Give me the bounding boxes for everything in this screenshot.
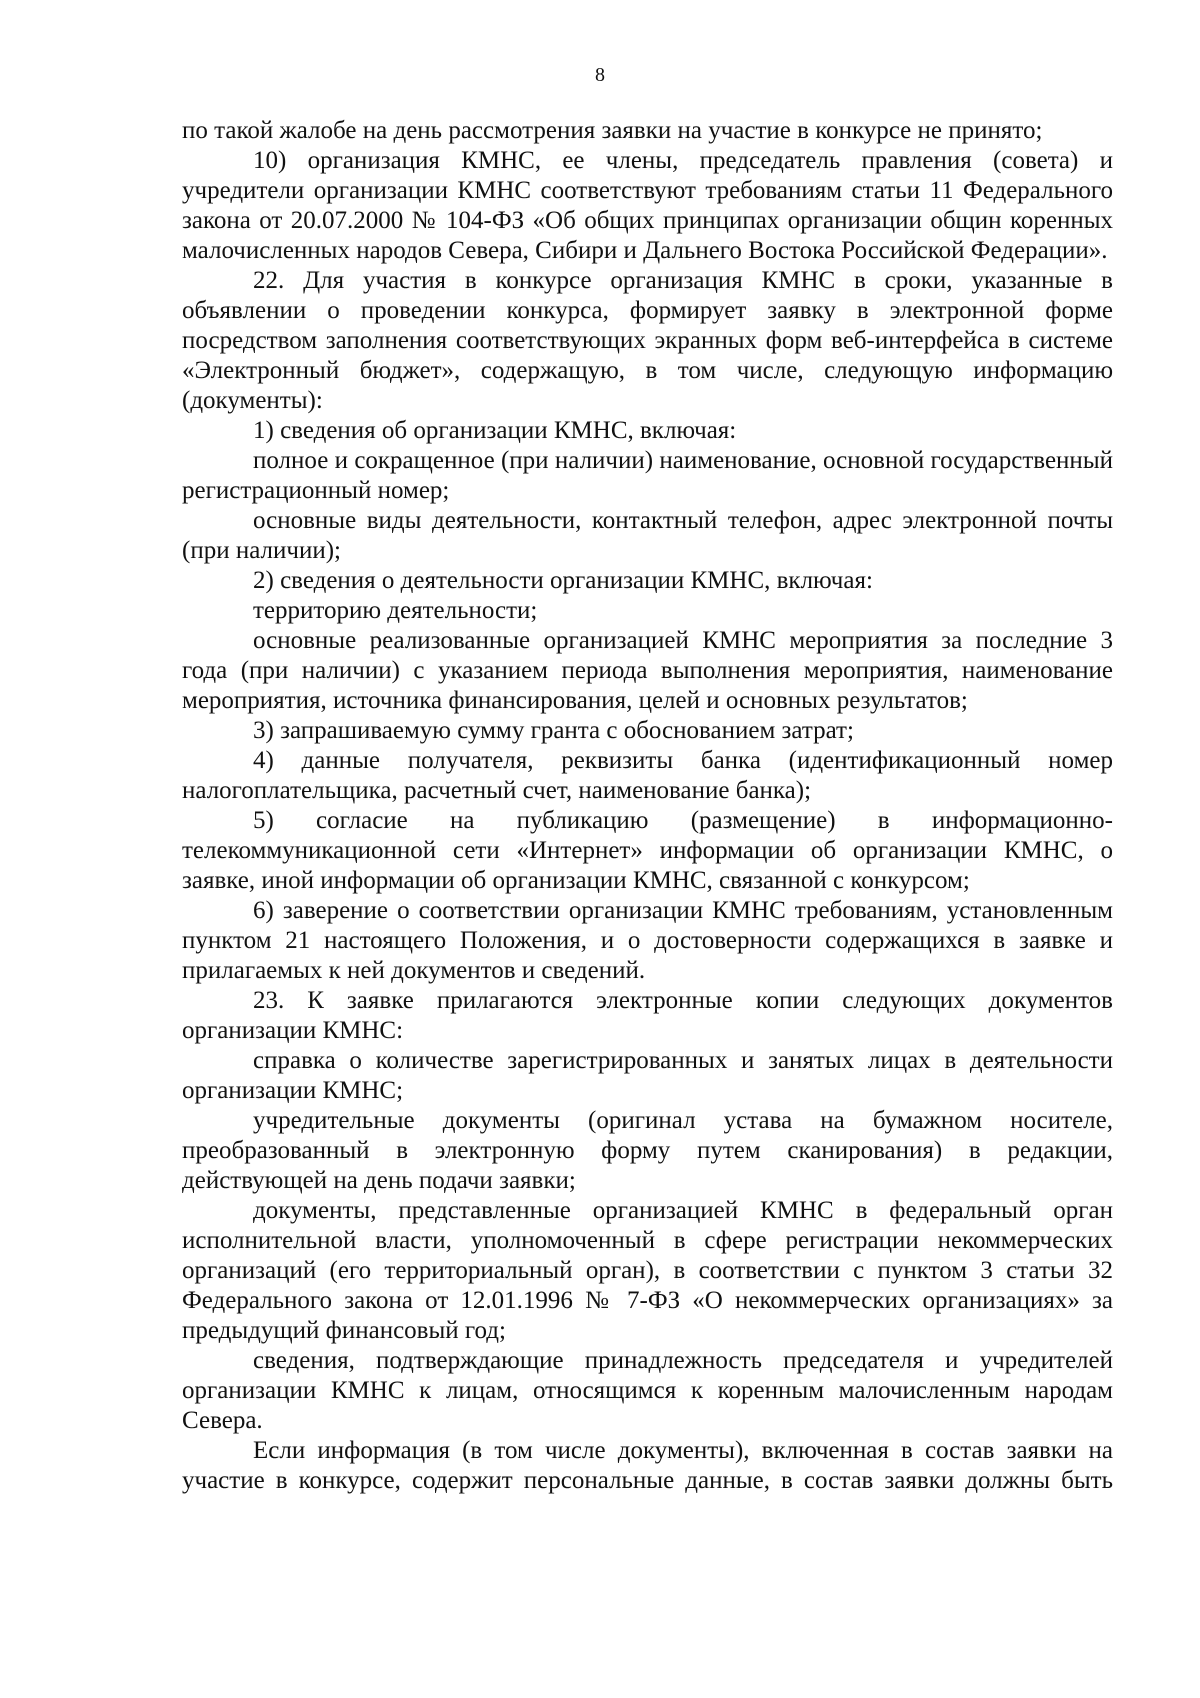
paragraph: 1) сведения об организации КМНС, включая:: [253, 417, 737, 444]
paragraph: 22. Для участия в конкурсе организация КМНС в сроки, указанные в объявлении о проведении конкурса, формирует заявку в электронной форме посредством заполнения соответствующих экранных форм веб-интерфейса в системе «Электронный бюджет», содержащую, в том числе, следующую информацию (документы):: [182, 267, 1113, 414]
paragraph: справка о количестве зарегистрированных и занятых лицах в деятельности организации КМНС;: [182, 1047, 1113, 1104]
paragraph: 23. К заявке прилагаются электронные копии следующих документов организации КМНС:: [182, 987, 1113, 1044]
document-body: [182, 116, 1113, 1496]
paragraph: Если информация (в том числе документы), включенная в состав заявки на участие в конкурсе, содержит персональные данные, в состав заявки должны быть: [182, 1437, 1113, 1494]
paragraph: 2) сведения о деятельности организации КМНС, включая:: [253, 567, 873, 594]
paragraph: основные виды деятельности, контактный телефон, адрес электронной почты (при наличии);: [182, 507, 1113, 564]
paragraph: 10) организация КМНС, ее члены, председатель правления (совета) и учредители организации КМНС соответствуют требованиям статьи 11 Федерального закона от 20.07.2000 № 104-ФЗ «Об общих принципах организации общин коренных малочисленных народов Севера, Сибири и Дальнего Востока Российской Федерации».: [182, 147, 1113, 264]
paragraph: территорию деятельности;: [253, 597, 538, 624]
paragraph: по такой жалобе на день рассмотрения заявки на участие в конкурсе не принято;: [182, 117, 1043, 144]
paragraph: сведения, подтверждающие принадлежность председателя и учредителей организации КМНС к лицам, относящимся к коренным малочисленным народам Севера.: [182, 1347, 1113, 1434]
page-number: 8: [595, 64, 605, 86]
paragraph: 3) запрашиваемую сумму гранта с обоснованием затрат;: [253, 717, 854, 744]
paragraph: 6) заверение о соответствии организации КМНС требованиям, установленным пунктом 21 настоящего Положения, и о достоверности содержащихся в заявке и прилагаемых к ней документов и сведений.: [182, 897, 1113, 984]
paragraph: 5) согласие на публикацию (размещение) в информационно-телекоммуникационной сети «Интернет» информации об организации КМНС, о заявке, иной информации об организации КМНС, связанной с конкурсом;: [182, 807, 1113, 894]
paragraph: 4) данные получателя, реквизиты банка (идентификационный номер налогоплательщика, расчетный счет, наименование банка);: [182, 747, 1113, 804]
paragraph: основные реализованные организацией КМНС мероприятия за последние 3 года (при наличии) с указанием периода выполнения мероприятия, наименование мероприятия, источника финансирования, целей и основных результатов;: [182, 627, 1113, 714]
paragraph: учредительные документы (оригинал устава на бумажном носителе, преобразованный в электронную форму путем сканирования) в редакции, действующей на день подачи заявки;: [182, 1107, 1113, 1194]
paragraph: документы, представленные организацией КМНС в федеральный орган исполнительной власти, уполномоченный в сфере регистрации некоммерческих организаций (его территориальный орган), в соответствии с пунктом 3 статьи 32 Федерального закона от 12.01.1996 № 7-ФЗ «О некоммерческих организациях» за предыдущий финансовый год;: [182, 1197, 1113, 1344]
paragraph: полное и сокращенное (при наличии) наименование, основной государственный регистрационный номер;: [182, 447, 1113, 504]
